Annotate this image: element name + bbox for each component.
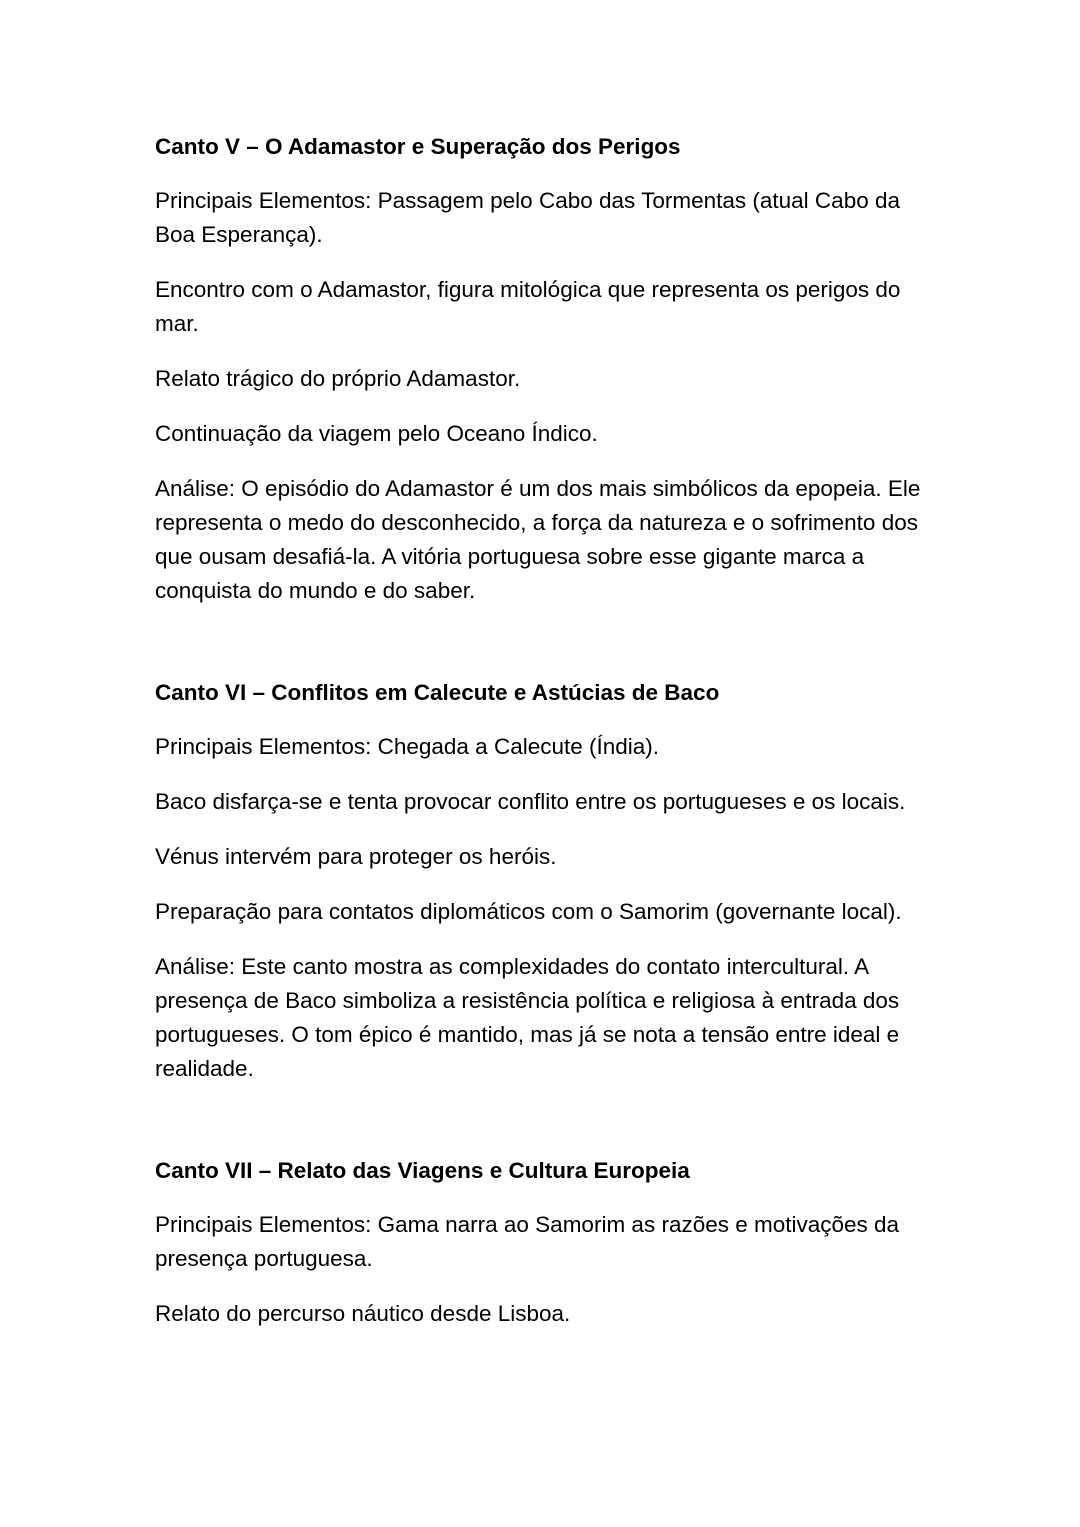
paragraph: Encontro com o Adamastor, figura mitológica que representa os perigos do mar.: [155, 277, 901, 336]
paragraph: Principais Elementos: Passagem pelo Cabo das Tormentas (atual Cabo da Boa Esperança).: [155, 188, 900, 247]
paragraph: Análise: O episódio do Adamastor é um dos mais simbólicos da epopeia. Ele representa o medo do desconhecido, a força da natureza e o sofrimento dos que ousam desafiá-la. A vitória portuguesa sobre esse gigante marca a conquista do mundo e do saber.: [155, 476, 921, 603]
section-heading: Canto VI – Conflitos em Calecute e Astúcias de Baco: [155, 680, 720, 705]
section-heading: Canto VII – Relato das Viagens e Cultura Europeia: [155, 1158, 690, 1183]
paragraph: Continuação da viagem pelo Oceano Índico.: [155, 421, 598, 446]
paragraph: Principais Elementos: Gama narra ao Samorim as razões e motivações da presença portuguesa.: [155, 1212, 900, 1271]
paragraph: Análise: Este canto mostra as complexidades do contato intercultural. A presença de Baco simboliza a resistência política e religiosa à entrada dos portugueses. O tom épico é mantido, mas já se nota a tensão entre ideal e realidade.: [155, 954, 900, 1081]
paragraph: Preparação para contatos diplomáticos com o Samorim (governante local).: [155, 899, 902, 924]
paragraph: Principais Elementos: Chegada a Calecute (Índia).: [155, 734, 660, 759]
section-canto-v: [155, 130, 940, 608]
section-canto-vi: [155, 676, 940, 1086]
section-heading: Canto V – O Adamastor e Superação dos Perigos: [155, 134, 681, 159]
paragraph: Vénus intervém para proteger os heróis.: [155, 844, 557, 869]
paragraph: Relato do percurso náutico desde Lisboa.: [155, 1301, 571, 1326]
paragraph: Relato trágico do próprio Adamastor.: [155, 366, 521, 391]
paragraph: Baco disfarça-se e tenta provocar conflito entre os portugueses e os locais.: [155, 789, 906, 814]
section-canto-vii: [155, 1154, 940, 1331]
